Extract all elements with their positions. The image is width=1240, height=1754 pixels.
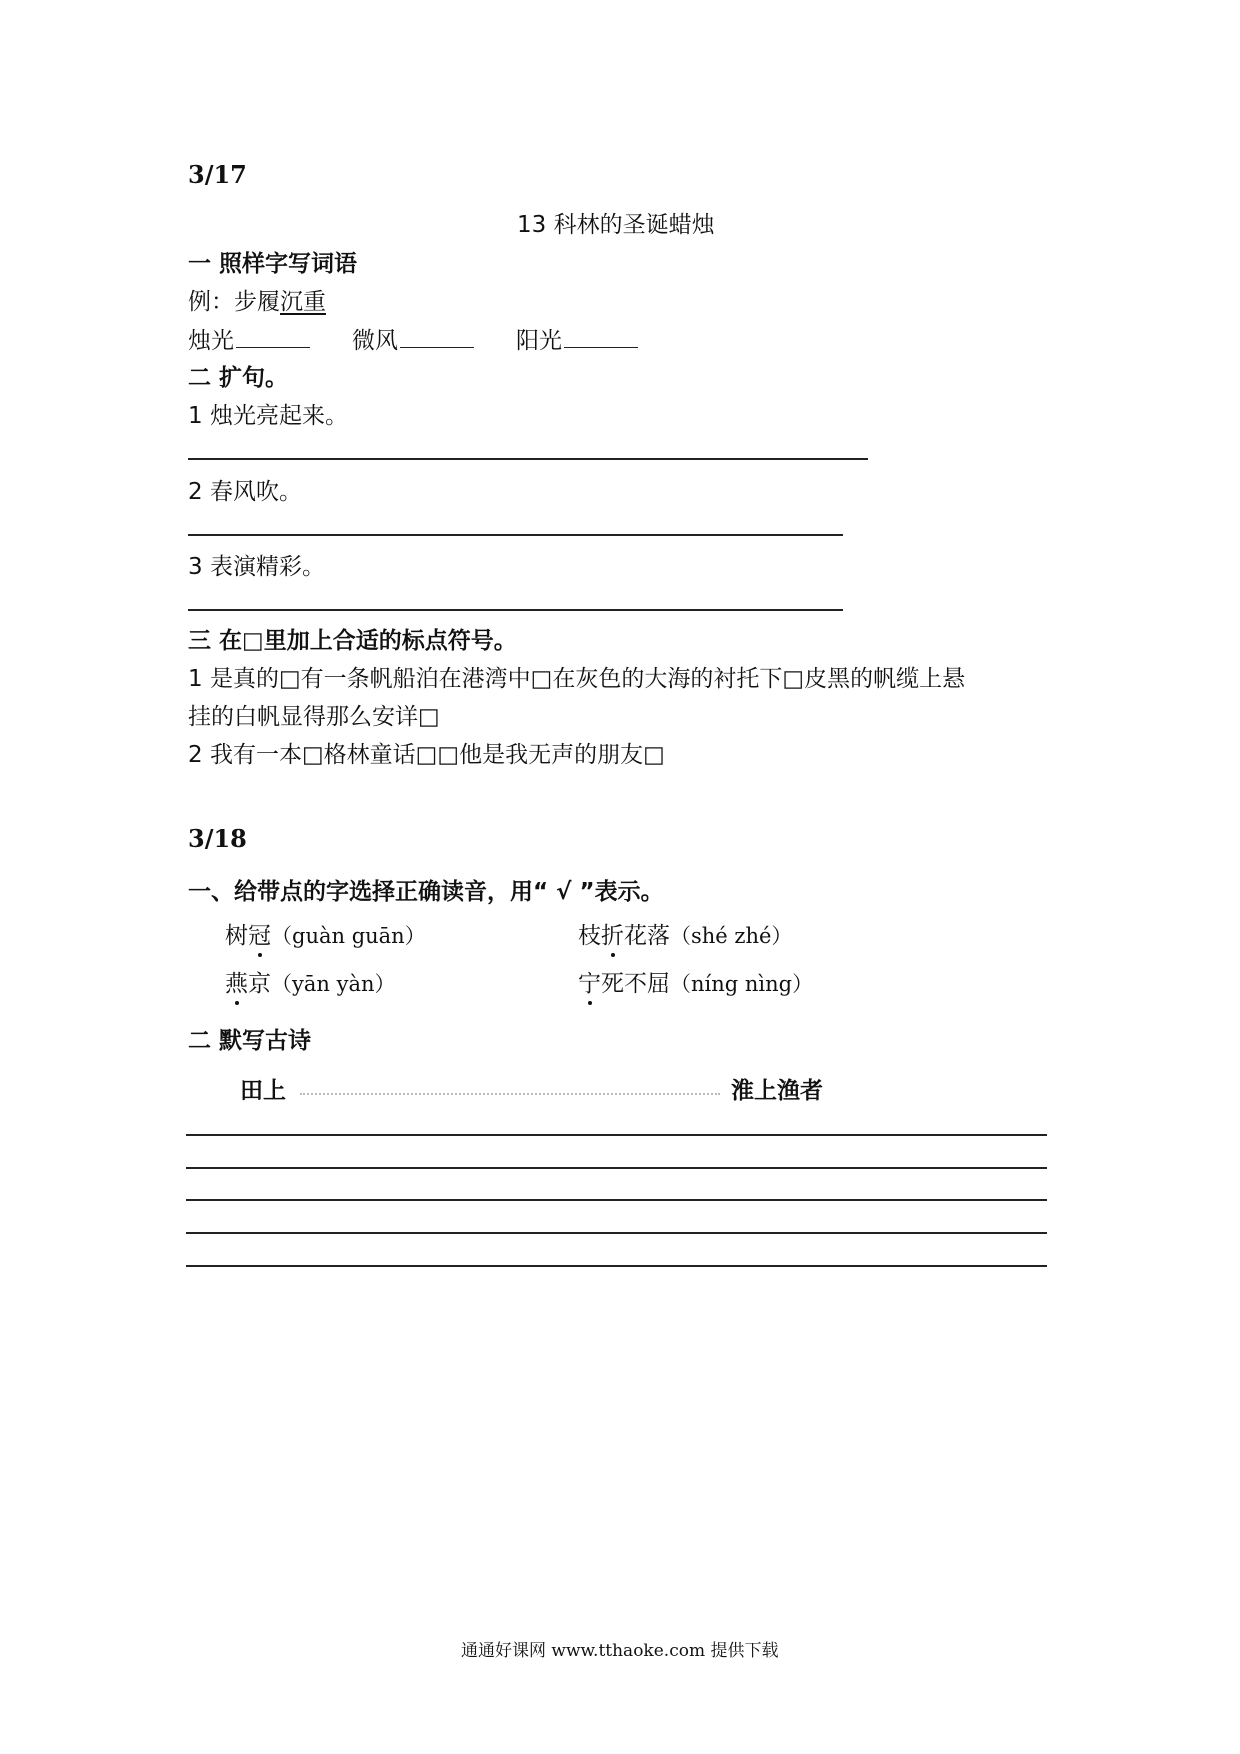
dotted-character: 燕 <box>225 971 248 997</box>
dotted-character: 冠 <box>248 923 271 949</box>
dotted-character: 宁 <box>578 971 601 997</box>
answer-line[interactable] <box>188 534 843 536</box>
word-item-label: 阳光 <box>516 328 562 354</box>
item-text: 京 <box>248 971 271 997</box>
pinyin-choices[interactable]: （níng nìng） <box>670 972 814 996</box>
example-prefix: 例：步履 <box>188 289 280 315</box>
section-heading-expand-sentence: 二 扩句。 <box>188 365 289 391</box>
lesson-title: 13 科林的圣诞蜡烛 <box>517 212 715 238</box>
writing-line[interactable] <box>186 1232 1047 1234</box>
word-item-label: 微风 <box>352 328 398 354</box>
poem-title-2: 淮上渔者 <box>731 1078 823 1104</box>
pronunciation-item-3 <box>225 965 396 998</box>
item-text: 树 <box>225 923 248 949</box>
section-heading-copy-words: 一 照样字写词语 <box>188 251 358 277</box>
punctuation-q1-line2: 挂的白帆显得那么安详□ <box>188 704 440 730</box>
word-item-3 <box>516 322 638 355</box>
poem-title-1: 田上 <box>240 1078 286 1104</box>
word-item-2 <box>352 322 474 355</box>
answer-line[interactable] <box>188 458 868 460</box>
section-heading-pronunciation: 一、给带点的字选择正确读音，用“ √ ”表示。 <box>188 879 664 905</box>
answer-blank[interactable] <box>236 325 310 348</box>
writing-line[interactable] <box>186 1265 1047 1267</box>
item-text: 花落 <box>624 923 670 949</box>
expand-item-1: 1 烛光亮起来。 <box>188 403 348 429</box>
section-heading-poems: 二 默写古诗 <box>188 1028 312 1054</box>
pronunciation-item-2 <box>578 917 792 950</box>
pinyin-choices[interactable]: （shé zhé） <box>670 924 793 948</box>
footer-credit: 通通好课网 www.tthaoke.com 提供下载 <box>461 1641 779 1661</box>
pinyin-choices[interactable]: （guàn guān） <box>271 924 426 948</box>
word-item-label: 烛光 <box>188 328 234 354</box>
example-line <box>188 283 326 316</box>
section-heading-punctuation: 三 在□里加上合适的标点符号。 <box>188 628 517 654</box>
punctuation-q1-line1: 1 是真的□有一条帆船泊在港湾中□在灰色的大海的衬托下□皮黑的帆缆上悬 <box>188 666 966 692</box>
example-underlined-word: 沉重 <box>280 289 326 315</box>
answer-blank[interactable] <box>564 325 638 348</box>
answer-blank[interactable] <box>400 325 474 348</box>
dotted-character: 折 <box>601 923 624 949</box>
date-3-17: 3/17 <box>188 160 247 189</box>
date-3-18: 3/18 <box>188 824 247 853</box>
writing-line[interactable] <box>186 1134 1047 1136</box>
expand-item-3: 3 表演精彩。 <box>188 554 325 580</box>
pinyin-choices[interactable]: （yān yàn） <box>271 972 396 996</box>
writing-line[interactable] <box>186 1167 1047 1169</box>
writing-line[interactable] <box>186 1199 1047 1201</box>
item-text: 死不屈 <box>601 971 670 997</box>
pronunciation-item-1 <box>225 917 426 950</box>
item-text: 枝 <box>578 923 601 949</box>
word-item-1 <box>188 322 310 355</box>
answer-line[interactable] <box>188 609 843 611</box>
expand-item-2: 2 春风吹。 <box>188 479 302 505</box>
punctuation-q2: 2 我有一本□格林童话□□他是我无声的朋友□ <box>188 742 665 768</box>
dotted-separator <box>300 1093 720 1095</box>
pronunciation-item-4 <box>578 965 813 998</box>
